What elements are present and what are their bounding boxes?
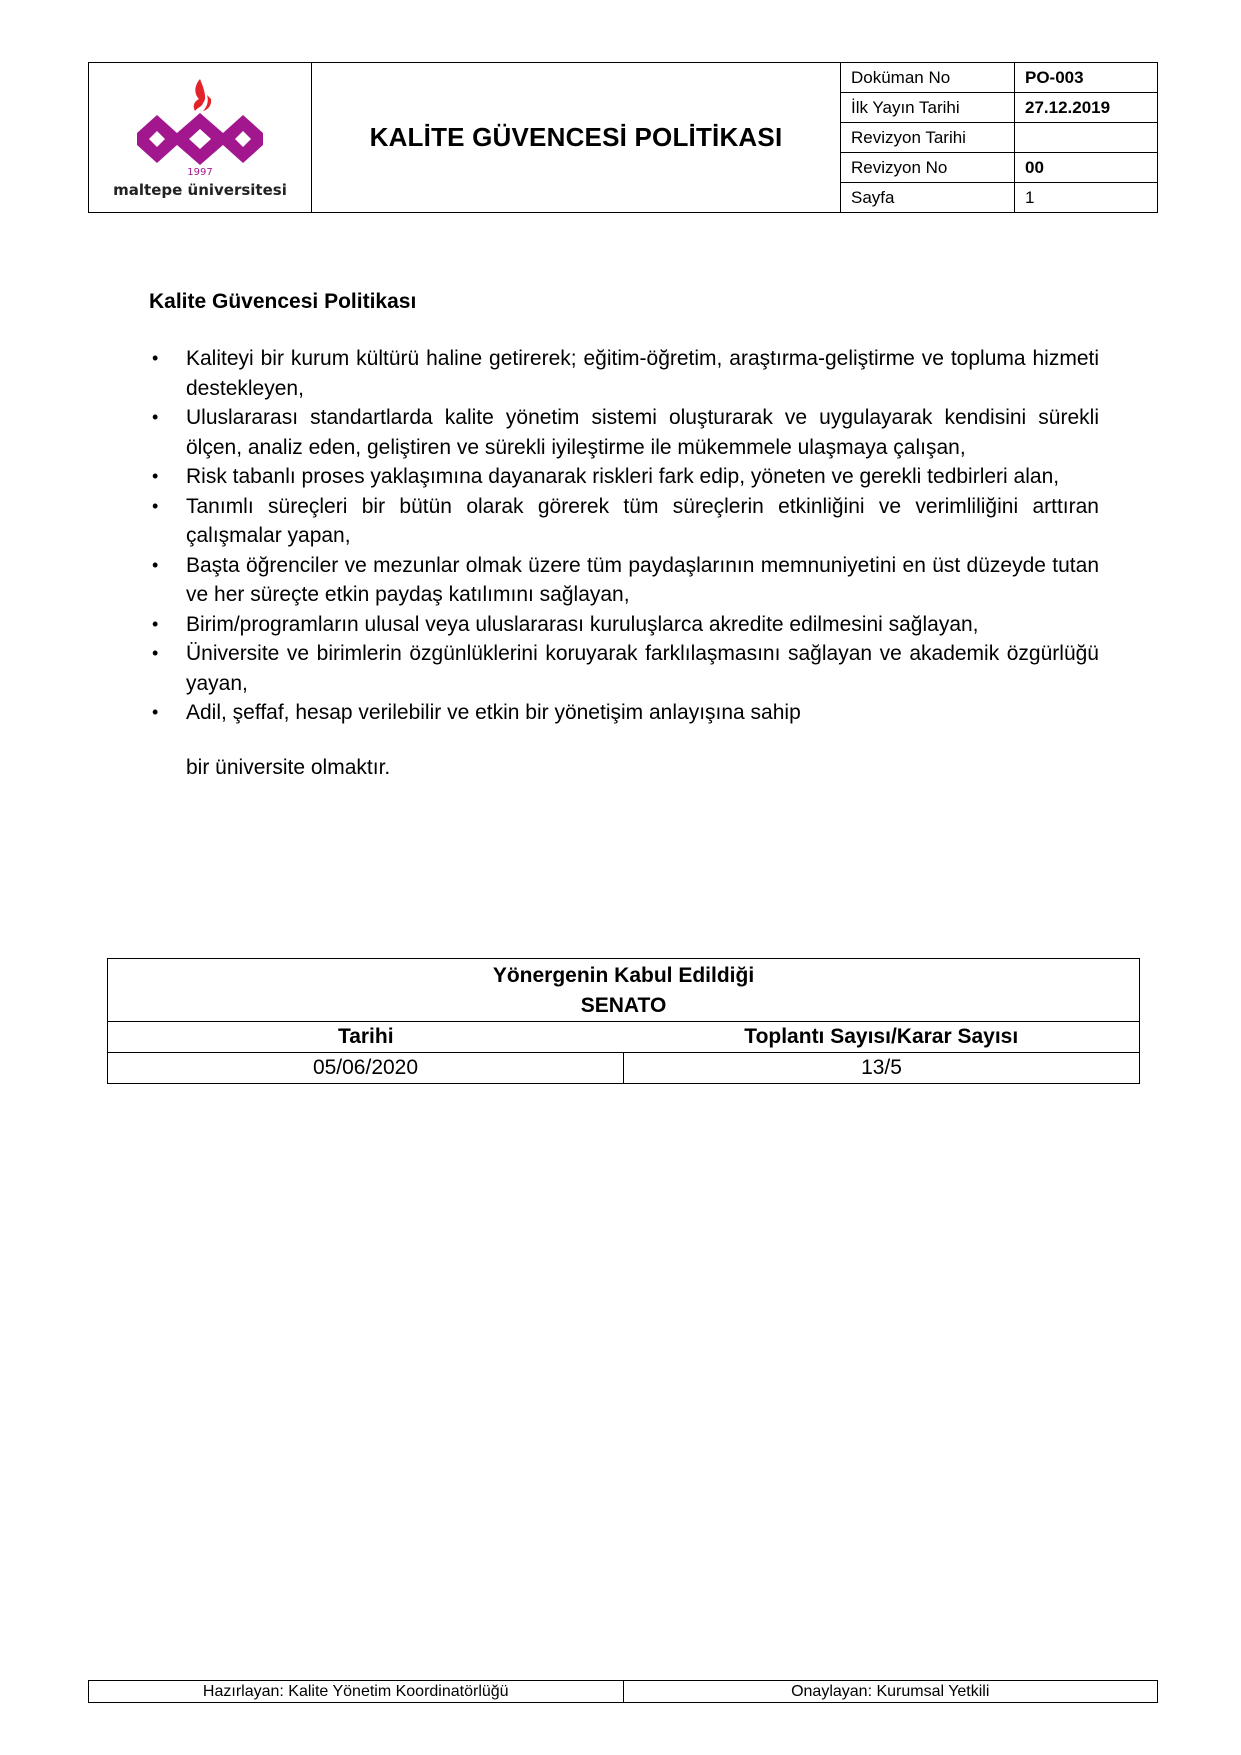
bullet-icon: •	[152, 554, 159, 575]
approval-heading-line1: Yönergenin Kabul Edildiği	[492, 964, 755, 987]
meta-label-first-publish-date: İlk Yayın Tarihi	[841, 93, 1015, 123]
list-item	[149, 610, 1099, 640]
list-item	[149, 462, 1099, 492]
title-cell	[312, 63, 841, 213]
bullet-icon: •	[152, 613, 159, 634]
logo-cell	[89, 63, 312, 213]
list-item-text: Uluslararası standartlarda kalite yönetim sistemi oluşturarak ve uygulayarak kendisini sürekli ölçen, analiz eden, geliştiren ve sürekli iyileştirme ile mükemmele ulaşmaya çalışan,	[186, 406, 1099, 459]
meta-value-first-publish-date: 27.12.2019	[1015, 93, 1158, 123]
approval-col-meeting: Toplantı Sayısı/Karar Sayısı	[624, 1022, 1140, 1053]
list-item-text: Birim/programların ulusal veya uluslararası kuruluşlarca akredite edilmesini sağlayan,	[186, 612, 979, 636]
list-item	[149, 639, 1099, 698]
meta-label-document-no: Doküman No	[841, 63, 1015, 93]
bullet-icon: •	[152, 407, 159, 427]
document-header	[88, 62, 1158, 213]
section-heading: Kalite Güvencesi Politikası	[149, 290, 417, 313]
closing-text: bir üniversite olmaktır.	[186, 755, 391, 779]
bullet-icon: •	[152, 495, 159, 516]
approval-heading	[108, 959, 1140, 1022]
document-title: KALİTE GÜVENCESİ POLİTİKASI	[369, 122, 783, 152]
meta-label-revision-no: Revizyon No	[841, 153, 1015, 183]
bullet-icon: •	[152, 643, 159, 663]
document-footer	[88, 1680, 1158, 1703]
bullet-icon: •	[152, 348, 159, 368]
list-item	[149, 492, 1099, 551]
logo-year: 1997	[187, 167, 213, 178]
policy-list	[149, 344, 1099, 728]
list-item-text: Tanımlı süreçleri bir bütün olarak görerek tüm süreçlerin etkinliğini ve verimliliğini arttıran çalışmalar yapan,	[186, 494, 1099, 547]
list-item	[149, 698, 1099, 728]
list-item-text: Risk tabanlı proses yaklaşımına dayanarak riskleri fark edip, yöneten ve gerekli tedbirleri alan,	[186, 465, 1060, 488]
list-item-text: Adil, şeffaf, hesap verilebilir ve etkin bir yönetişim anlayışına sahip	[186, 701, 801, 724]
footer-prepared-by: Hazırlayan: Kalite Yönetim Koordinatörlüğü	[89, 1681, 624, 1703]
list-item-text: Kaliteyi bir kurum kültürü haline getirerek; eğitim-öğretim, araştırma-geliştirme ve topluma hizmeti destekleyen,	[186, 347, 1099, 400]
footer-approved-by: Onaylayan: Kurumsal Yetkili	[623, 1681, 1158, 1703]
meta-label-revision-date: Revizyon Tarihi	[841, 123, 1015, 153]
logo-text: maltepe üniversitesi	[113, 181, 287, 199]
approval-meeting-value: 13/5	[624, 1053, 1140, 1084]
approval-table	[107, 958, 1140, 1084]
meta-value-document-no: PO-003	[1015, 63, 1158, 93]
meta-value-revision-date	[1015, 123, 1158, 153]
list-item-text: Üniversite ve birimlerin özgünlüklerini koruyarak farklılaşmasını sağlayan ve akademik özgürlüğü yayan,	[186, 642, 1099, 695]
bullet-icon: •	[152, 702, 159, 722]
approval-col-date: Tarihi	[108, 1022, 624, 1053]
list-item-text: Başta öğrenciler ve mezunlar olmak üzere tüm paydaşlarının memnuniyetini en üst düzeyde tutan ve her süreçte etkin paydaş katılımını sağlayan,	[186, 553, 1099, 606]
list-item	[149, 551, 1099, 610]
approval-heading-line2: SENATO	[580, 994, 667, 1017]
list-item	[149, 344, 1099, 403]
bullet-icon: •	[152, 466, 159, 486]
meta-label-page: Sayfa	[841, 183, 1015, 213]
list-item	[149, 403, 1099, 462]
meta-value-revision-no: 00	[1015, 153, 1158, 183]
university-logo-icon	[129, 73, 271, 183]
approval-date-value: 05/06/2020	[108, 1053, 624, 1084]
meta-value-page: 1	[1015, 183, 1158, 213]
policy-content	[149, 290, 1099, 780]
